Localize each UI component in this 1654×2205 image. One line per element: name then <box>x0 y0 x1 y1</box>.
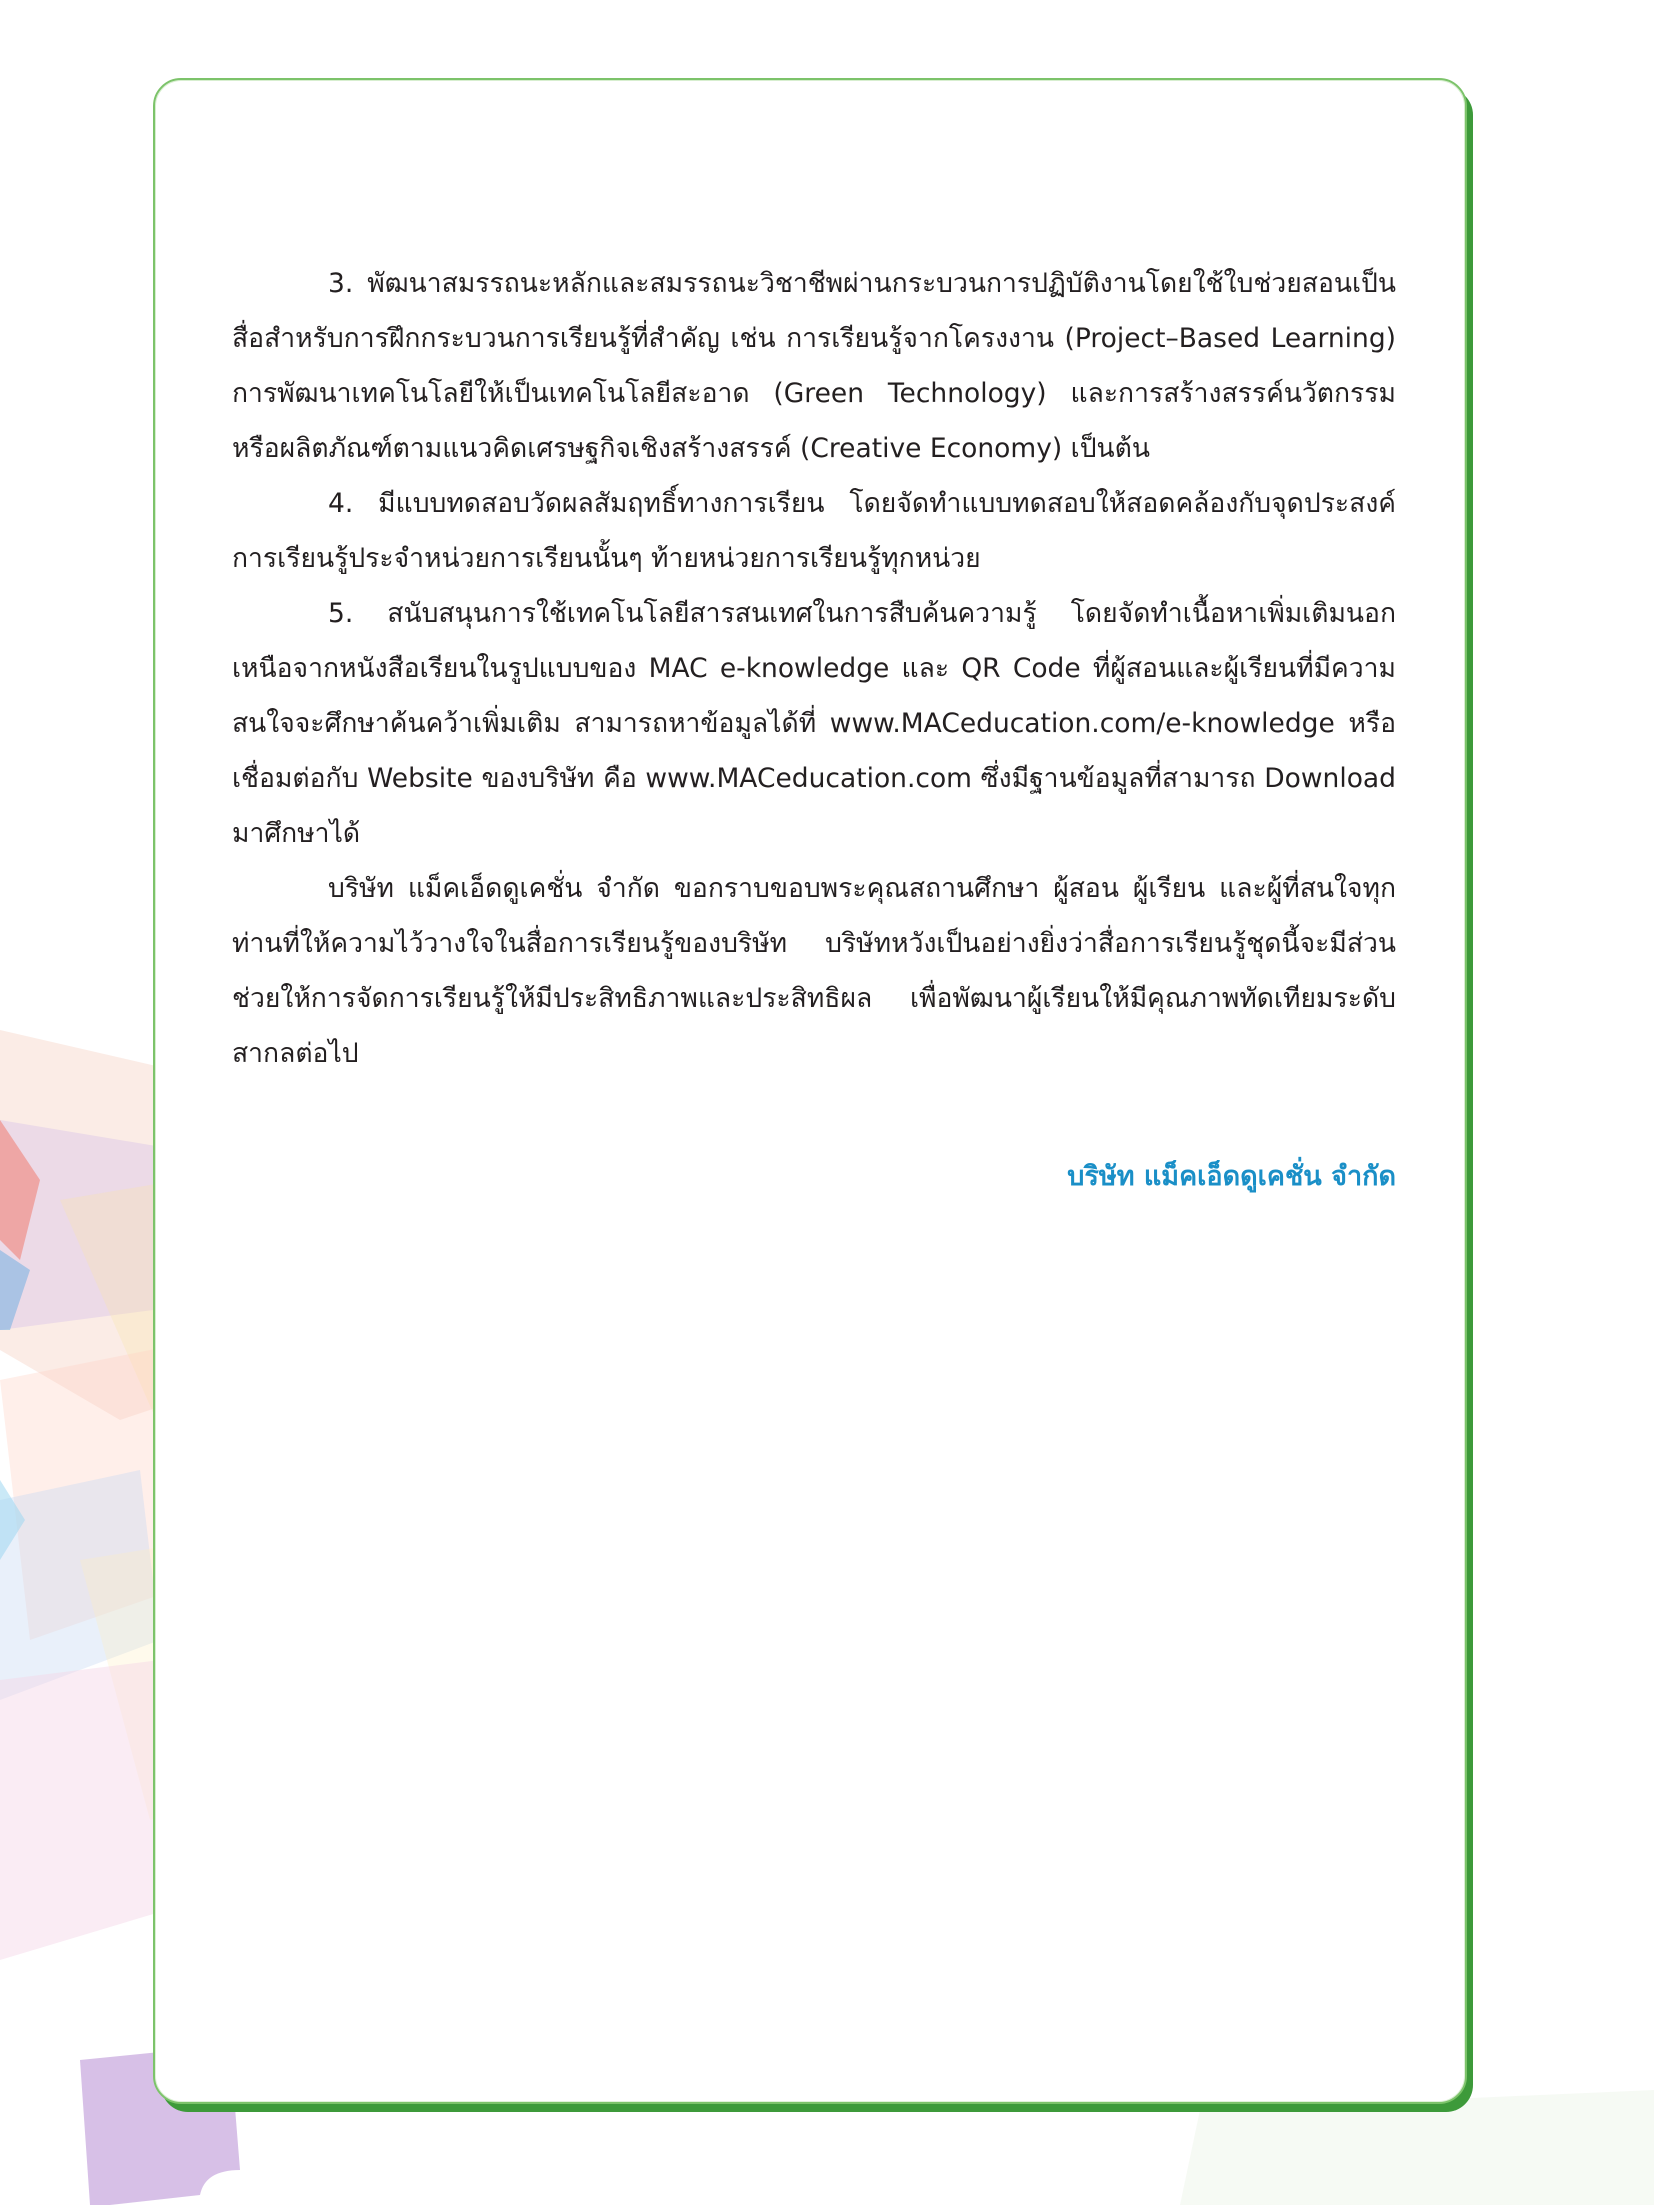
paragraph-item-3: 3. พัฒนาสมรรถนะหลักและสมรรถนะวิชาชีพผ่านกระบวนการปฏิบัติงานโดยใช้ใบช่วยสอนเป็นสื่อสำหรับการฝึกกระบวนการเรียนรู้ที่สำคัญ เช่น การเรียนรู้จากโครงงาน (Project–Based Learning) การพัฒนาเทคโนโลยีให้เป็นเทคโนโลยีสะอาด (Green Technology) และการสร้างสรรค์นวัตกรรมหรือผลิตภัณฑ์ตามแนวคิดเศรษฐกิจเชิงสร้างสรรค์ (Creative Economy) เป็นต้น <box>232 268 1396 464</box>
paragraph-item-5: 5. สนับสนุนการใช้เทคโนโลยีสารสนเทศในการสืบค้นความรู้ โดยจัดทำเนื้อหาเพิ่มเติมนอกเหนือจากหนังสือเรียนในรูปแบบของ MAC e-knowledge และ QR Code ที่ผู้สอนและผู้เรียนที่มีความสนใจจะศึกษาค้นคว้าเพิ่มเติม สามารถหาข้อมูลได้ที่ www.MACeducation.com/e-knowledge หรือเชื่อมต่อกับ Website ของบริษัท คือ www.MACeducation.com ซึ่งมีฐานข้อมูลที่สามารถ Download มาศึกษาได้ <box>232 598 1396 849</box>
frame-bottom-fade <box>155 1842 1465 2102</box>
closing-paragraph: บริษัท แม็คเอ็ดดูเคชั่น จำกัด ขอกราบขอบพระคุณสถานศึกษา ผู้สอน ผู้เรียน และผู้ที่สนใจทุกท่านที่ให้ความไว้วางใจในสื่อการเรียนรู้ของบริษัท บริษัทหวังเป็นอย่างยิ่งว่าสื่อการเรียนรู้ชุดนี้จะมีส่วนช่วยให้การจัดการเรียนรู้ให้มีประสิทธิภาพและประสิทธิผล เพื่อพัฒนาผู้เรียนให้มีคุณภาพทัดเทียมระดับสากลต่อไป <box>232 873 1396 1069</box>
paragraph-item-4: 4. มีแบบทดสอบวัดผลสัมฤทธิ์ทางการเรียน โดยจัดทำแบบทดสอบให้สอดคล้องกับจุดประสงค์การเรียนรู้ประจำหน่วยการเรียนนั้นๆ ท้ายหน่วยการเรียนรู้ทุกหน่วย <box>232 488 1396 574</box>
company-signature: บริษัท แม็คเอ็ดดูเคชั่น จำกัด <box>1067 1161 1396 1192</box>
body-text <box>232 256 1396 1081</box>
